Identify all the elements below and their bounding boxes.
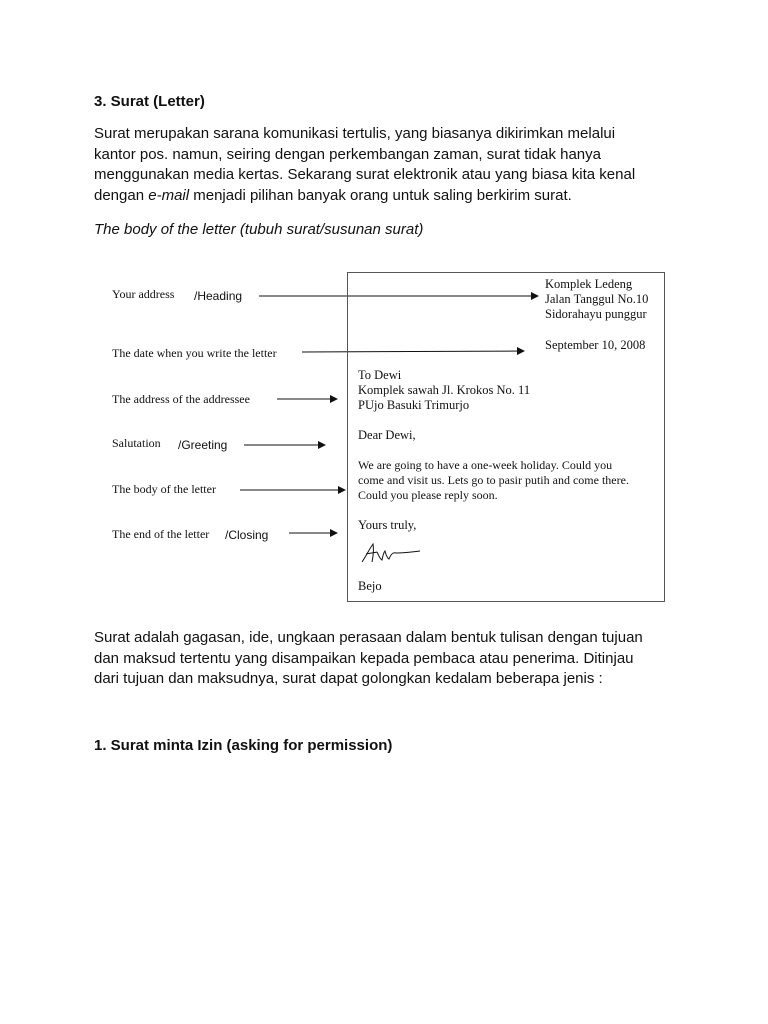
intro-line: Surat merupakan sarana komunikasi tertulis, yang biasanya dikirimkan melalui [94, 125, 616, 142]
signature-icon [360, 540, 424, 566]
closing-line: Surat adalah gagasan, ide, ungkaan perasaan dalam bentuk tulisan dengan tujuan [94, 629, 643, 646]
label-body: The body of the letter [112, 482, 216, 496]
label-heading-tag: /Heading [194, 289, 243, 303]
letter-body-line: Could you please reply soon. [358, 488, 498, 502]
letter-body-line: We are going to have a one-week holiday. Could you [358, 458, 613, 472]
intro-line-suffix: menjadi pilihan banyak orang untuk saling berkirim surat. [189, 186, 572, 204]
letter-to-line: PUjo Basuki Trimurjo [358, 398, 470, 412]
letter-greeting: Dear Dewi, [358, 428, 416, 442]
letter-heading-line: Jalan Tanggul No.10 [545, 292, 649, 306]
letter-closing: Yours truly, [358, 518, 417, 532]
letter-heading-line: Komplek Ledeng [545, 277, 633, 291]
label-closing-tag: /Closing [225, 528, 269, 542]
letter-body-line: come and visit us. Lets go to pasir putih and come there. [358, 473, 629, 487]
label-your-address: Your address [112, 287, 175, 301]
letter-to-line: Komplek sawah Jl. Krokos No. 11 [358, 383, 531, 397]
closing-line: dan maksud tertentu yang disampaikan kepada pembaca atau penerima. Ditinjau [94, 649, 634, 667]
intro-line-prefix: dengan [94, 186, 149, 204]
letter-to-line: To Dewi [358, 368, 402, 382]
letter-date: September 10, 2008 [545, 338, 646, 352]
closing-paragraph [94, 628, 694, 690]
body-caption: The body of the letter (tubuh surat/susunan surat) [94, 221, 424, 238]
intro-line: menggunakan media kertas. Sekarang surat elektronik atau yang biasa kita kenal [94, 166, 636, 183]
letter-heading-line: Sidorahayu punggur [545, 307, 647, 321]
label-addressee: The address of the addressee [112, 392, 250, 406]
closing-line: dari tujuan dan maksudnya, surat dapat golongkan kedalam beberapa jenis : [94, 670, 603, 687]
letter-signer: Bejo [358, 579, 382, 593]
label-date: The date when you write the letter [112, 346, 277, 360]
subsection-heading: 1. Surat minta Izin (asking for permission) [94, 737, 393, 754]
label-salutation: Salutation [112, 436, 161, 450]
email-term: e-mail [148, 186, 190, 204]
label-end: The end of the letter [112, 527, 210, 541]
label-greeting-tag: /Greeting [178, 438, 228, 452]
section-heading: 3. Surat (Letter) [94, 93, 205, 110]
intro-line: kantor pos. namun, seiring dengan perkembangan zaman, surat tidak hanya [94, 145, 601, 163]
